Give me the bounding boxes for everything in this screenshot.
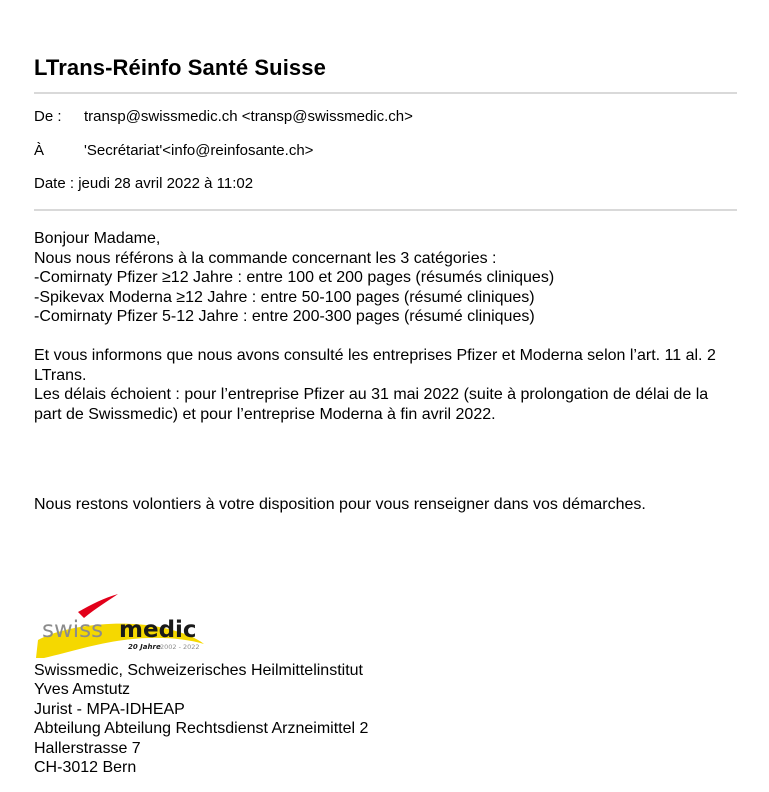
date-value: jeudi 28 avril 2022 à 11:02: [78, 175, 254, 192]
to-value[interactable]: 'Secrétariat'<info@reinfosante.ch>: [84, 142, 314, 159]
paragraph-consultation: Et vous informons que nous avons consulté les entreprises Pfizer et Moderna selon l’art. 11 al. 2 LTrans.: [34, 347, 716, 384]
logo-swiss-text: swiss: [42, 617, 104, 643]
logo-years-text: 2002 - 2022: [160, 643, 200, 651]
list-item: -Spikevax Moderna ≥12 Jahre : entre 50-100 pages (résumé cliniques): [34, 288, 535, 306]
intro-line: Nous nous référons à la commande concernant les 3 catégories :: [34, 249, 497, 267]
from-row: [34, 108, 413, 126]
date-row: [34, 175, 253, 193]
header-divider-top: [34, 92, 737, 94]
signature-line: Swissmedic, Schweizerisches Heilmittelinstitut: [34, 662, 363, 679]
signature-line: Hallerstrasse 7: [34, 739, 141, 757]
from-label: De :: [34, 108, 62, 125]
signature-line: Yves Amstutz: [34, 681, 131, 699]
email-subject: LTrans-Réinfo Santé Suisse: [34, 55, 326, 80]
list-item: -Comirnaty Pfizer 5-12 Jahre : entre 200-300 pages (résumé cliniques): [34, 308, 535, 325]
swissmedic-logo: [34, 592, 209, 658]
signature-line: Jurist - MPA-IDHEAP: [34, 700, 185, 718]
logo-red-stroke: [78, 594, 118, 618]
to-row: [34, 142, 313, 160]
greeting: Bonjour Madame,: [34, 230, 161, 247]
signature-line: Abteilung Abteilung Rechtsdienst Arzneimittel 2: [34, 720, 369, 738]
logo-jubilee-text: 20 Jahre: [128, 643, 161, 651]
signature-block: [34, 661, 368, 777]
list-item: -Comirnaty Pfizer ≥12 Jahre : entre 100 et 200 pages (résumés cliniques): [34, 269, 555, 286]
to-label: À: [34, 142, 45, 159]
email-body: [34, 229, 737, 424]
from-value[interactable]: transp@swissmedic.ch <transp@swissmedic.ch>: [84, 108, 413, 125]
logo-medic-text: medic: [119, 617, 197, 643]
paragraph-deadlines: Les délais échoient : pour l’entreprise Pfizer au 31 mai 2022 (suite à prolongation de délai de la part de Swissmedic) et pour l’entreprise Moderna à fin avril 2022.: [34, 386, 709, 423]
header-divider-bottom: [34, 209, 737, 211]
date-label: Date :: [34, 175, 75, 192]
closing-line: Nous restons volontiers à votre disposition pour vous renseigner dans vos démarches.: [34, 496, 646, 513]
signature-line: CH-3012 Bern: [34, 759, 137, 777]
